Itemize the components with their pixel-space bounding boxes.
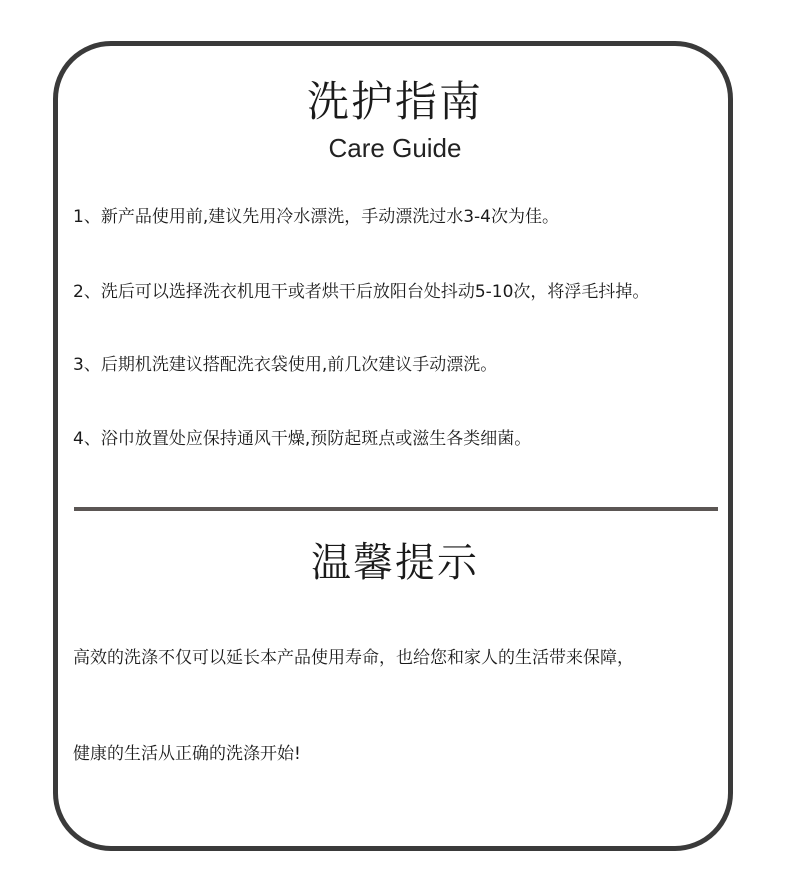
guide-item-2: 2、洗后可以选择洗衣机甩干或者烘干后放阳台处抖动5-10次，将浮毛抖掉。	[73, 282, 650, 302]
guide-title-english: Care Guide	[328, 133, 462, 163]
guide-item-1: 1、新产品使用前,建议先用冷水漂洗，手动漂洗过水3-4次为佳。	[73, 207, 559, 227]
guide-item-3: 3、后期机洗建议搭配洗衣袋使用,前几次建议手动漂洗。	[73, 355, 498, 375]
guide-title-chinese: 洗护指南	[306, 77, 483, 126]
tip-line-1: 高效的洗涤不仅可以延长本产品使用寿命，也给您和家人的生活带来保障，	[73, 648, 634, 668]
tip-line-2: 健康的生活从正确的洗涤开始!	[73, 744, 301, 764]
section-divider	[74, 507, 718, 511]
guide-item-4: 4、浴巾放置处应保持通风干燥,预防起斑点或滋生各类细菌。	[73, 429, 532, 449]
tips-title: 温馨提示	[311, 540, 479, 586]
